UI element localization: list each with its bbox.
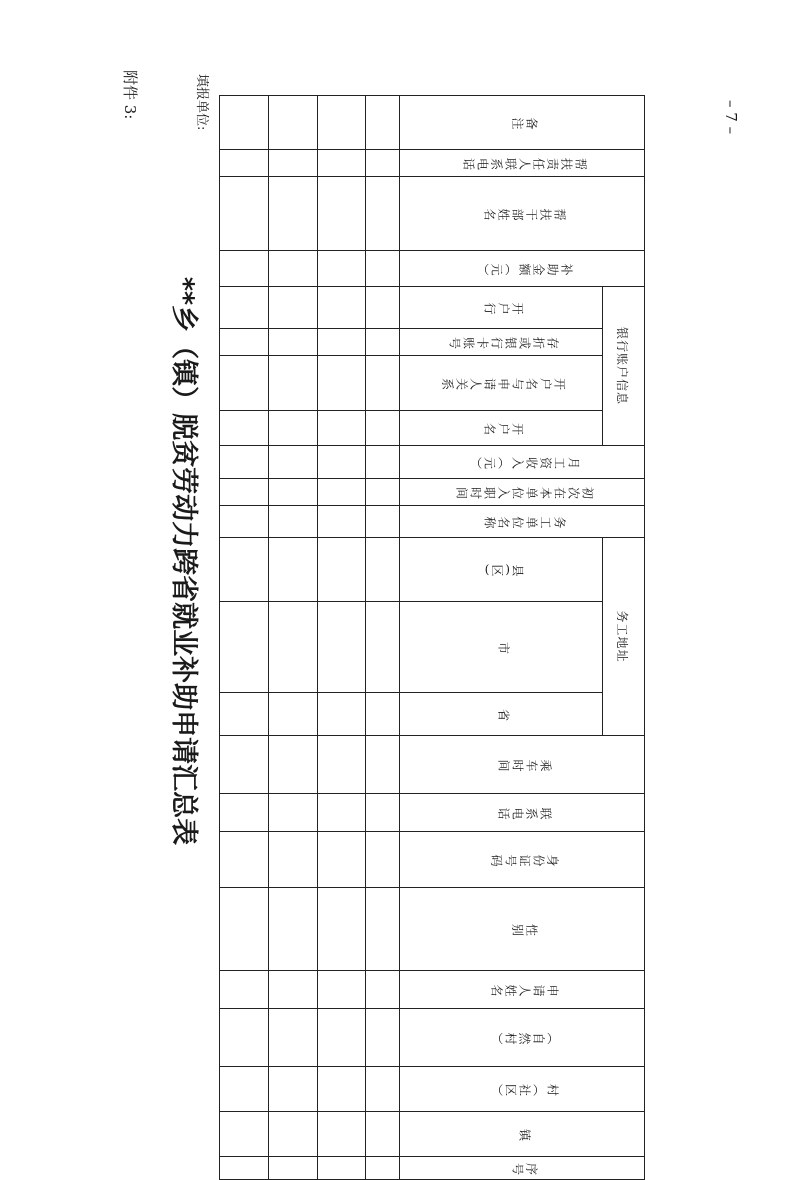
header-province: 省 — [400, 693, 602, 736]
header-natural-village: （自然村） — [400, 1009, 645, 1067]
header-monthly-income: 月工资收入（元） — [400, 446, 645, 479]
header-remarks: 备注 — [400, 96, 645, 150]
header-id-number: 身份证号码 — [400, 832, 645, 888]
header-helper-name: 帮扶干部姓名 — [400, 177, 645, 251]
header-gender: 性别 — [400, 888, 645, 971]
header-account-name: 开户名 — [400, 411, 602, 446]
table-row — [318, 96, 365, 1180]
page-number: – 7 – — [722, 100, 740, 135]
reporting-unit-label: 填报单位: — [194, 74, 209, 131]
table-row — [220, 96, 269, 1180]
header-account-relation: 开户名与申请人关系 — [400, 356, 602, 411]
header-first-entry: 初次在本单位入职时间 — [400, 479, 645, 506]
header-phone: 联系电话 — [400, 794, 645, 832]
subsidy-summary-table — [219, 95, 645, 1180]
header-city: 市 — [400, 602, 602, 693]
table-row — [365, 96, 400, 1180]
header-name: 申请人姓名 — [400, 971, 645, 1009]
header-town: 镇 — [400, 1112, 645, 1157]
header-work-address: 务工地址 — [602, 538, 644, 736]
header-subsidy-amount: 补助金额（元） — [400, 251, 645, 287]
attachment-label: 附件 3: — [121, 70, 139, 120]
page-title: **乡（镇）脱贫劳动力跨省就业补助申请汇总表 — [168, 276, 199, 846]
header-seq: 序号 — [400, 1157, 645, 1180]
header-bank: 开户行 — [400, 287, 602, 329]
header-village: 村（社区） — [400, 1067, 645, 1112]
header-helper-phone: 帮扶责任人联系电话 — [400, 150, 645, 177]
header-bank-info: 银行账户信息 — [602, 287, 644, 446]
table-row — [268, 96, 318, 1180]
header-account-number: 存折或银行卡账号 — [400, 329, 602, 356]
header-county: 县(区) — [400, 538, 602, 602]
header-ride-time: 乘车时间 — [400, 736, 645, 794]
header-employer: 务工单位名称 — [400, 506, 645, 538]
